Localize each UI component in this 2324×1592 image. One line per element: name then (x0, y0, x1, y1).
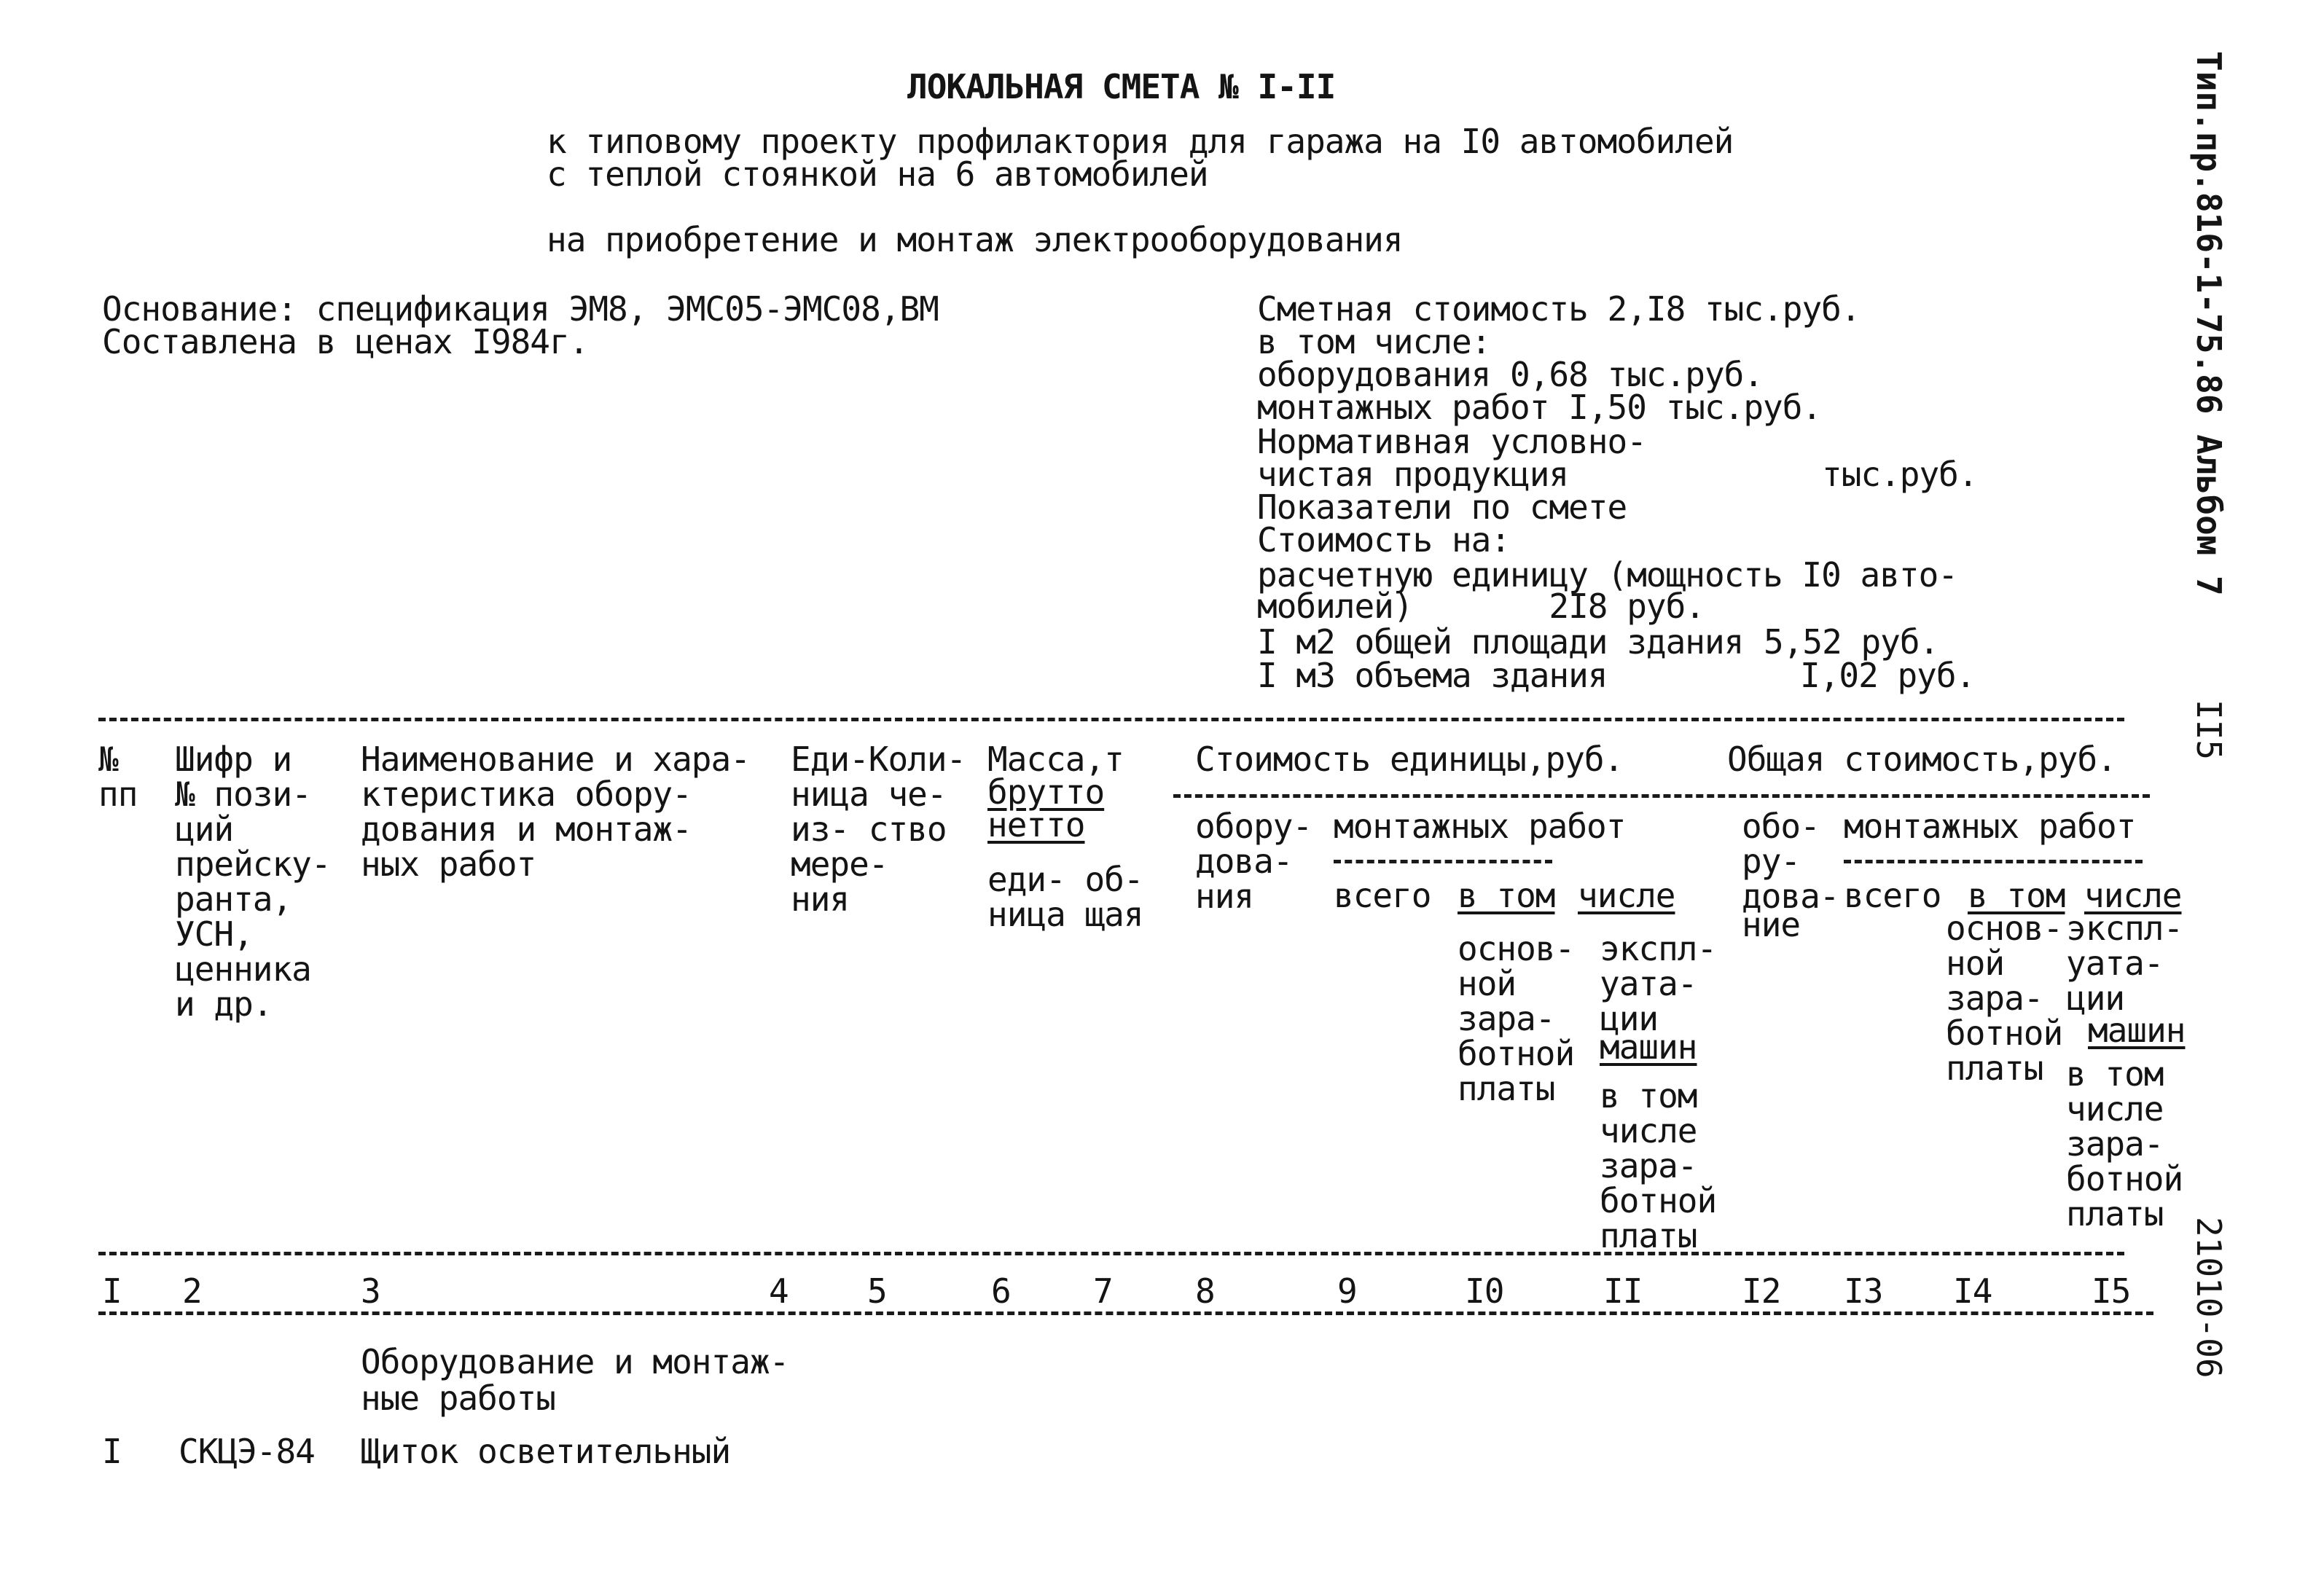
summary-unit-line-2: мобилей) 2I8 руб. (1257, 587, 1705, 626)
col-header-mass: Масса,т (987, 740, 1124, 779)
summary-including: в том числе: (1257, 322, 1491, 361)
col-header-base-wage-14: основ- ной зара- ботной платы (1946, 909, 2063, 1088)
cost-group-rule (1173, 794, 2150, 798)
col-header-in-that-10: в том (1458, 876, 1555, 915)
col-header-operation-11: экспл- уата- ции (1600, 929, 1717, 1038)
column-number: 5 (867, 1271, 887, 1311)
col-header-in-that-14: в том (1968, 876, 2065, 915)
col-header-installation-13: монтажных работ (1844, 807, 2136, 846)
column-number: 4 (769, 1271, 789, 1311)
subtitle-line-2: с теплой стоянкой на 6 автомобилей (547, 154, 1208, 194)
mont-9-rule (1334, 860, 1552, 863)
summary-installation: монтажных работ I,50 тыс.руб. (1257, 388, 1822, 427)
col-header-incl-wage-11: в том числе зара- ботной платы (1600, 1076, 1717, 1255)
page-title: ЛОКАЛЬНАЯ СМЕТА № I-II (907, 67, 1336, 106)
col-header-total-cost: Общая стоимость,руб. (1727, 740, 2116, 779)
summary-normative-unit: тыс.руб. (1822, 455, 1978, 494)
summary-area-label: I м2 общей площади здания (1257, 622, 1744, 662)
column-number: 3 (361, 1271, 380, 1311)
summary-indicators: Показатели по смете (1257, 487, 1627, 527)
summary-volume-value: I,02 руб. (1800, 656, 1976, 695)
col-header-number: № пп (98, 740, 138, 814)
page-number: II5 (2189, 699, 2229, 761)
col-header-number-15: числе (2084, 876, 2182, 915)
summary-total: Сметная стоимость 2,I8 тыс.руб. (1257, 289, 1861, 329)
column-number: 7 (1093, 1271, 1113, 1311)
basis-price-year: Составлена в ценах I984г. (102, 322, 589, 361)
column-number: I4 (1953, 1271, 1992, 1311)
col-header-mass-sub: еди- об- ница щая (987, 860, 1143, 934)
column-number: 2 (182, 1271, 202, 1311)
basis-specification: Основание: спецификация ЭМ8, ЭМС05-ЭМС08,ВМ (102, 289, 939, 329)
mont-13-rule (1844, 860, 2143, 863)
col-header-total-13: всего (1844, 876, 1941, 915)
column-number: I2 (1742, 1271, 1781, 1311)
col-header-equipment-12: обо- ру- дова- (1742, 807, 1839, 916)
summary-area-value: 5,52 руб. (1764, 622, 1939, 662)
col-header-brutto: брутто (987, 772, 1105, 812)
column-number: I3 (1844, 1271, 1883, 1311)
summary-equipment: оборудования 0,68 тыс.руб. (1257, 355, 1764, 394)
column-number: I5 (2092, 1271, 2131, 1311)
col-header-code: Шифр и № пози- ций прейску- ранта, УСН, ценника и др. (175, 740, 331, 1024)
subtitle-line-1: к типовому проекту профилактория для гаража на I0 автомобилей (547, 122, 1734, 161)
summary-cost-on: Стоимость на: (1257, 520, 1511, 560)
column-number: 6 (991, 1271, 1011, 1311)
header-bottom-rule (98, 1252, 2124, 1255)
col-header-machines-11: машин (1600, 1027, 1697, 1067)
column-number: 9 (1337, 1271, 1357, 1311)
column-number: I0 (1465, 1271, 1504, 1311)
col-header-number-11: числе (1578, 876, 1675, 915)
column-number: II (1603, 1271, 1643, 1311)
col-header-unit-cost: Стоимость единицы,руб. (1195, 740, 1624, 779)
summary-normative-2: чистая продукция (1257, 455, 1569, 494)
col-header-netto: нетто (987, 805, 1085, 844)
row-number: I (102, 1432, 122, 1471)
summary-normative-1: Нормативная условно- (1257, 422, 1646, 461)
row-code: СКЦЭ-84 (179, 1432, 315, 1471)
row-name: Щиток осветительный (361, 1432, 731, 1471)
document-code: 21010-06 (2189, 1217, 2229, 1379)
col-header-incl-wage-15: в том числе зара- ботной платы (2066, 1054, 2183, 1234)
section-title-line-2: ные работы (361, 1379, 555, 1418)
estimate-purpose: на приобретение и монтаж электрооборудования (547, 220, 1403, 259)
column-number: 8 (1195, 1271, 1215, 1311)
album-reference: Тип.пр.816-1-75.86 Альбом 7 (2189, 51, 2229, 596)
col-header-name: Наименование и хара- ктеристика обору- дования и монтаж- ных работ (361, 740, 750, 884)
col-header-total-9: всего (1334, 876, 1431, 915)
col-header-equipment-8: обору- дова- ния (1195, 807, 1312, 916)
column-numbers-rule (98, 1311, 2153, 1315)
col-header-base-wage-10: основ- ной зара- ботной платы (1458, 929, 1575, 1108)
col-header-machines-15: машин (2088, 1011, 2186, 1050)
col-header-operation-15: экспл- уата- ции (2066, 909, 2183, 1018)
summary-unit-line-1: расчетную единицу (мощность I0 авто- (1257, 555, 1957, 595)
col-header-unit-quantity: Еди-Коли- ница че- из- ство мере- ния (791, 740, 966, 919)
section-title-line-1: Оборудование и монтаж- (361, 1342, 789, 1381)
col-header-installation-9: монтажных работ (1334, 807, 1626, 846)
table-top-rule (98, 718, 2124, 721)
column-number: I (102, 1271, 122, 1311)
col-header-equipment-12-end: ние (1742, 905, 1801, 944)
summary-volume-label: I м3 объема здания (1257, 656, 1608, 695)
